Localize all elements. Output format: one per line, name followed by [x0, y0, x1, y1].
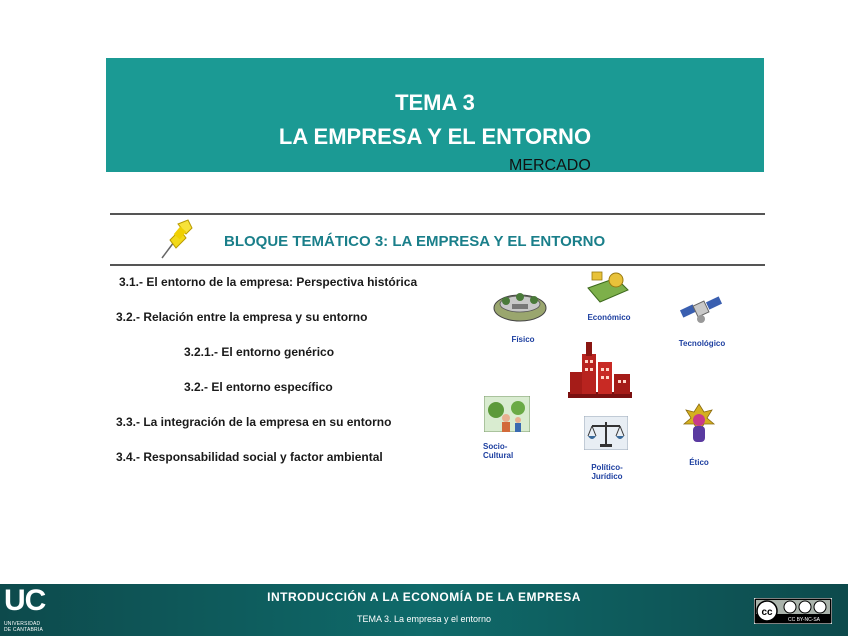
svg-text:cc: cc [761, 607, 773, 618]
creative-commons-license-icon[interactable] [754, 598, 832, 624]
footer-bar [0, 584, 848, 636]
toc-item-3-2-1: 3.2.1.- El entorno genérico [184, 345, 335, 359]
socio-cultural-people-icon [484, 396, 530, 432]
top-divider [110, 213, 765, 215]
pushpin-icon [158, 218, 194, 260]
cc-license-text: CC BY-NC-SA [787, 617, 821, 623]
toc-item-3-4: 3.4.- Responsabilidad social y factor ambiental [116, 450, 383, 464]
toc-item-3-2: 3.2.- Relación entre la empresa y su entorno [116, 310, 368, 324]
footer-subtitle: TEMA 3. La empresa y el entorno [356, 614, 492, 624]
slide-title-line1: TEMA 3 [395, 90, 475, 115]
label-economico: Económico [587, 313, 631, 322]
toc-item-3-1: 3.1.- El entorno de la empresa: Perspectiva histórica [119, 275, 418, 289]
mercado-overlay-text: MERCADO [509, 157, 591, 174]
uc-logo-line2: DE CANTABRIA [4, 627, 43, 633]
title-banner [106, 58, 764, 172]
fisico-landscape-icon [492, 288, 548, 324]
toc-item-3-2-2: 3.2.- El entorno específico [184, 380, 333, 394]
label-socio-cultural: Socio-Cultural [483, 442, 514, 460]
etico-figure-icon [682, 402, 716, 444]
label-etico: Ético [689, 458, 709, 467]
uc-logo-letters: UC [4, 584, 46, 617]
label-tecnologico: Tecnológico [678, 339, 726, 348]
tecnologico-satellite-icon [679, 293, 723, 327]
footer-course-title: INTRODUCCIÓN A LA ECONOMÍA DE LA EMPRESA [267, 590, 581, 604]
empresa-building-icon [568, 340, 632, 398]
politico-juridico-scales-icon [584, 416, 628, 450]
bloque-heading: BLOQUE TEMÁTICO 3: LA EMPRESA Y EL ENTORNO [224, 233, 606, 250]
slide-title-line2: LA EMPRESA Y EL ENTORNO [278, 124, 592, 149]
economico-money-icon [586, 270, 630, 306]
uc-logo-line1: UNIVERSIDAD [4, 621, 41, 627]
bottom-divider [110, 264, 765, 266]
toc-item-3-3: 3.3.- La integración de la empresa en su entorno [116, 415, 392, 429]
label-politico-juridico: Político-Jurídico [591, 463, 623, 481]
label-fisico: Físico [511, 335, 535, 344]
